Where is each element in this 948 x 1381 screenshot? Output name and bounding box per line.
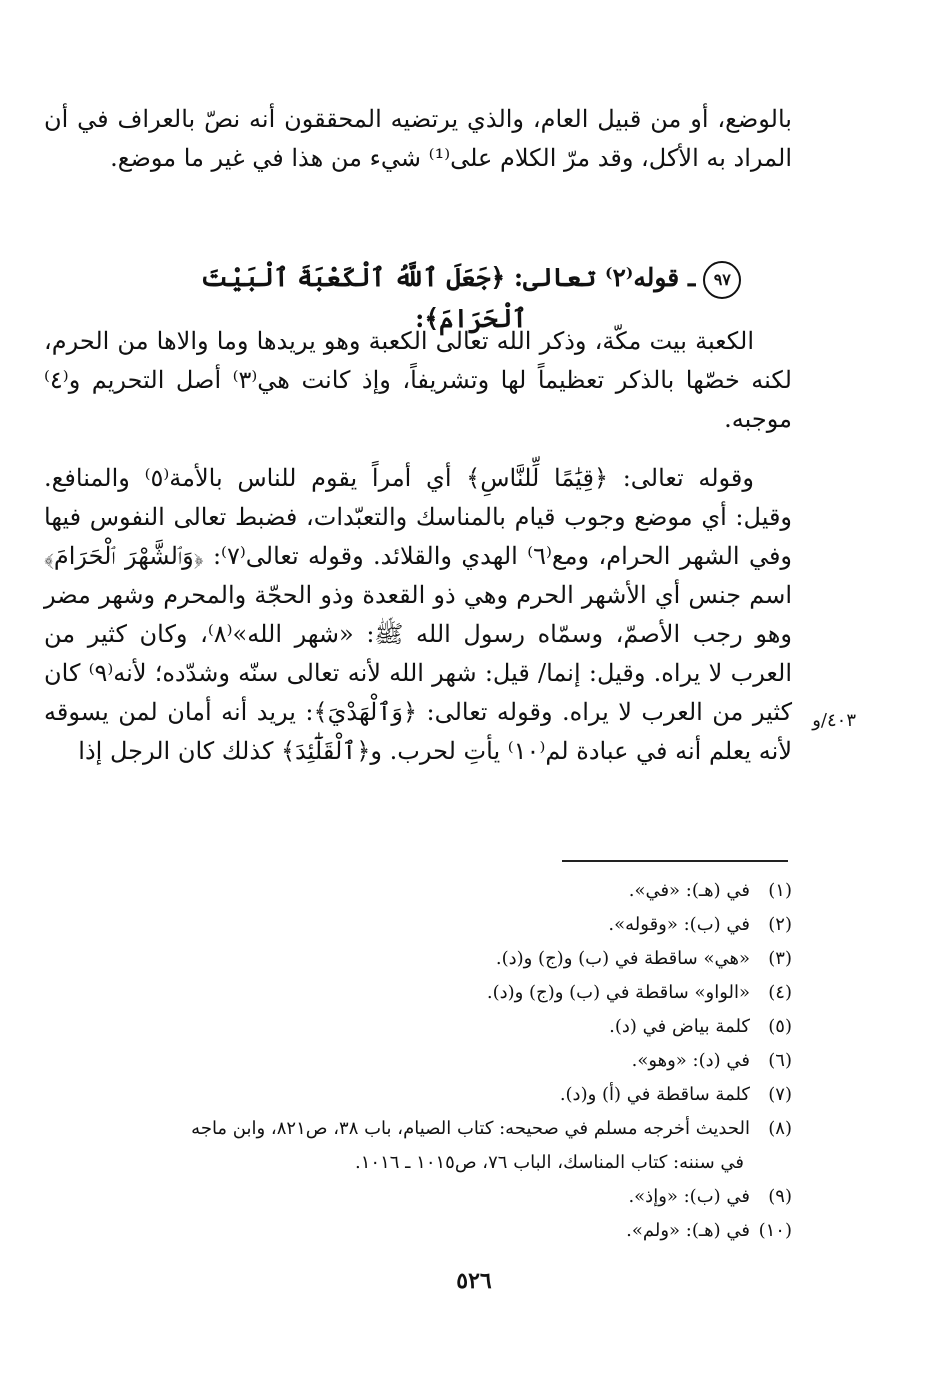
manuscript-folio-marker: ٤٠٣/و	[812, 710, 856, 731]
footnotes-section	[44, 874, 792, 1248]
paragraph-commentary	[44, 459, 792, 771]
footnote-10	[44, 1214, 792, 1248]
footnote-text: كلمة ساقطة في (أ) و(د).	[559, 1084, 750, 1105]
body-paragraph-1: بالوضع، أو من قبيل العام، والذي يرتضيه المحققون أنه نصّ بالعراف في أن المراد به الأكل، وقد مرّ الكلام على⁽¹⁾ شيء من هذا في غير ما موضع.	[44, 105, 792, 172]
footnote-2	[44, 908, 792, 942]
footnote-9	[44, 1180, 792, 1214]
footnote-4	[44, 976, 792, 1010]
footnote-text: في (هـ): «في».	[628, 880, 750, 901]
footnote-text: في (د): «وهو».	[631, 1050, 750, 1071]
footnote-number: (٨)	[768, 1118, 792, 1139]
footnote-text: كلمة بياض في (د).	[609, 1016, 750, 1037]
footnote-number: (٩)	[768, 1186, 792, 1207]
footnote-6	[44, 1044, 792, 1078]
body-paragraph-2: الكعبة بيت مكّة، وذكر الله تعالى الكعبة وهو يريدها وما والاها من الحرم، لكنه خصّها بالذكر تعظيماً لها وتشريفاً، وإذ كانت هي⁽٣⁾ أصل التحريم و⁽٤⁾ موجبه.	[44, 327, 792, 433]
footnote-3	[44, 942, 792, 976]
page-number: ٥٢٦	[456, 1268, 492, 1294]
footnote-text: الحديث أخرجه مسلم في صحيحه: كتاب الصيام، باب ٣٨، ص٨٢١، وابن ماجه	[191, 1118, 750, 1139]
footnote-number: (٧)	[768, 1084, 792, 1105]
body-paragraph-3: وقوله تعالى: ﴿قِيَٰمًا لِّلنَّاسِ﴾ أي أمراً يقوم للناس بالأمة⁽٥⁾ والمنافع. وقيل: أي موضع وجوب قيام بالمناسك والتعبّدات، فضبط تعالى النفوس فيها وفي الشهر الحرام، ومع⁽٦⁾ الهدي والقلائد. وقوله تعالى⁽٧⁾: ﴿وَٱلشَّهْرَ ٱلْحَرَامَ﴾ اسم جنس أي الأشهر الحرم وهي ذو القعدة وذو الحجّة والمحرم وشهر مضر وهو رجب الأصمّ، وسمّاه رسول الله ﷺ: «شهر الله»⁽٨⁾، وكان كثير من العرب لا يراه. وقيل: إنما/ قيل: شهر الله لأنه تعالى سنّه وشدّده؛ لأنه⁽٩⁾ كان كثير من العرب لا يراه. وقوله تعالى: ﴿وَٱلْهَدْيَ﴾: يريد أنه أمان لمن يسوقه لأنه يعلم أنه في عبادة لم⁽١٠⁾ يأتِ لحرب. و﴿ٱلْقَلَٰٓئِدَ﴾ كذلك كان الرجل إذا	[44, 464, 793, 765]
footnote-8	[44, 1112, 792, 1146]
footnote-number: (٥)	[768, 1016, 792, 1037]
paragraph-continuation	[44, 100, 792, 178]
footnote-number: (٣)	[768, 948, 792, 969]
verse-number-badge: ٩٧	[703, 261, 741, 299]
footnote-text: في (هـ): «ولم».	[626, 1220, 750, 1241]
footnote-number: (١)	[768, 880, 792, 901]
footnote-text: في (ب): «وقوله».	[608, 914, 750, 935]
footnote-separator	[562, 860, 788, 862]
verse-heading-text: ـ قوله⁽٢⁾ تعالى: ﴿جَعَلَ ٱللَّهُ ٱلْكَعْبَةَ ٱلْبَيْتَ ٱلْحَرَامَ﴾:	[200, 263, 696, 333]
footnote-number: (٦)	[768, 1050, 792, 1071]
footnote-text: «هي» ساقطة في (ب) و(ج) و(د).	[495, 948, 750, 969]
footnote-1	[44, 874, 792, 908]
paragraph-kaaba	[44, 322, 792, 439]
footnote-7	[44, 1078, 792, 1112]
footnote-number: (٤)	[768, 982, 792, 1003]
footnote-number: (١٠)	[758, 1220, 792, 1241]
footnote-5	[44, 1010, 792, 1044]
footnote-text: في (ب): «وإذ».	[628, 1186, 750, 1207]
footnote-number: (٢)	[768, 914, 792, 935]
footnote-text: «الواو» ساقطة في (ب) و(ج) و(د).	[486, 982, 750, 1003]
footnote-8-continuation: في سننه: كتاب المناسك، الباب ٧٦، ص١٠١٥ ـ ١٠١٦.	[355, 1152, 744, 1173]
